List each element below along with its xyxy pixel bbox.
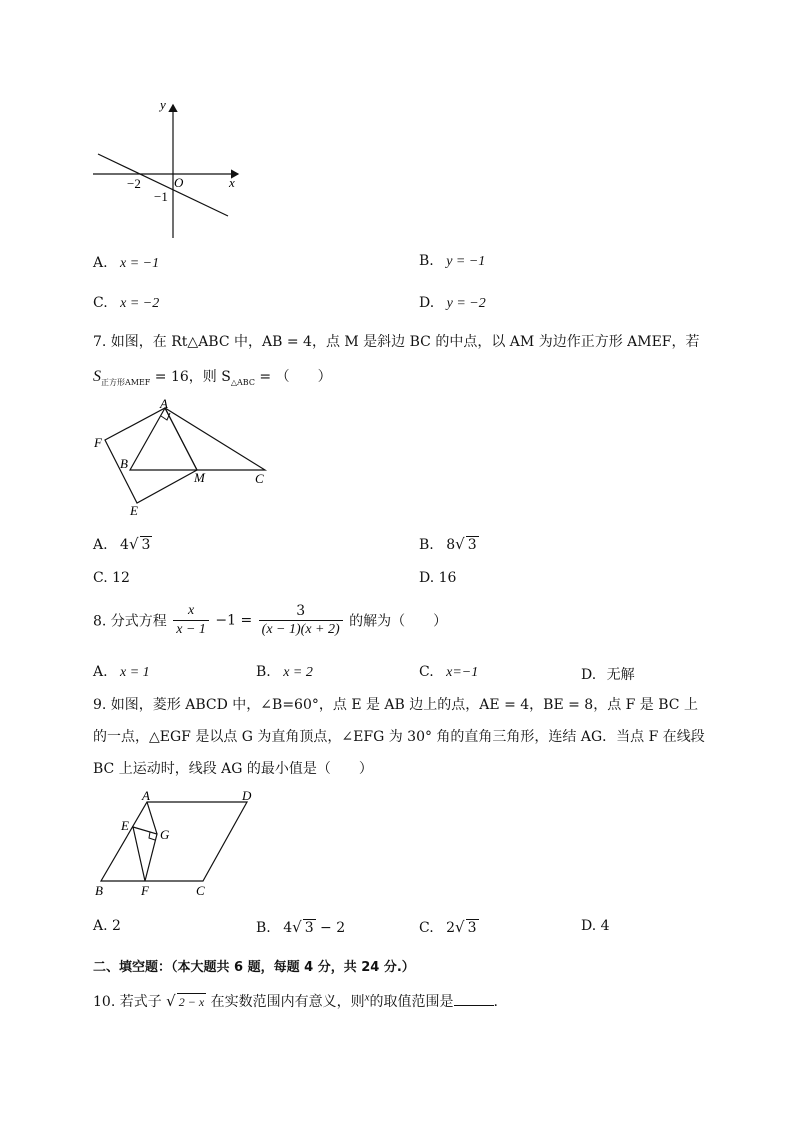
label-a: A <box>142 788 150 803</box>
option-letter: B. <box>419 537 434 553</box>
q9-option-c[interactable]: C. 2√ 3 <box>419 918 477 936</box>
option-letter: B. <box>256 664 271 680</box>
area-subscript: 正方形AMEF <box>101 377 151 387</box>
stem-end: . <box>493 994 498 1010</box>
option-letter: B. <box>419 253 434 269</box>
option-coef: 4 <box>120 537 129 553</box>
label-e: E <box>130 503 138 518</box>
fraction-1 <box>173 602 209 639</box>
q7-option-c[interactable] <box>93 570 130 586</box>
stem-prefix: 8. 分式方程 <box>93 613 167 630</box>
option-letter: C. <box>419 920 434 936</box>
q8-option-a[interactable] <box>93 664 150 681</box>
q9-stem-line1: 9. 如图，菱形 ABCD 中，∠B=60°，点 E 是 AB 边上的点，AE = 4，BE = 8，点 F 是 BC 上 <box>93 697 698 713</box>
area-symbol: S <box>93 368 101 385</box>
q6-figure <box>88 95 248 245</box>
option-post: − 2 <box>315 920 346 936</box>
stem-text-end: = （ ） <box>254 369 332 385</box>
q7-option-a[interactable]: A. 4√ 3 <box>93 535 151 553</box>
q8-option-c[interactable] <box>419 664 478 681</box>
label-f: F <box>94 435 102 450</box>
q6-option-a[interactable] <box>93 255 159 272</box>
option-text: 4 <box>600 918 610 934</box>
graph-line <box>98 154 228 216</box>
option-letter: D. <box>419 570 435 586</box>
label-c: C <box>196 883 205 898</box>
q8-option-d[interactable] <box>581 664 635 684</box>
option-text: x = −1 <box>120 256 160 271</box>
q6-option-c[interactable] <box>93 295 159 312</box>
label-f: F <box>141 883 149 898</box>
label-d: D <box>242 788 252 803</box>
option-letter: D. <box>419 295 435 311</box>
q9-stem-line2: 的一点，△EGF 是以点 G 为直角顶点，∠EFG 为 30° 角的直角三角形，连结 AG．当点 F 在线段 <box>93 729 705 745</box>
x-intercept-label: −2 <box>127 176 141 191</box>
option-letter: C. <box>419 664 434 680</box>
option-text: 无解 <box>606 667 635 683</box>
fraction-2-denominator: (x − 1)(x + 2) <box>261 622 340 637</box>
option-text: 16 <box>438 570 457 586</box>
stem-prefix: 10. 若式子 <box>93 994 162 1010</box>
option-text: y = −2 <box>446 296 486 311</box>
triangle-abc <box>130 408 265 470</box>
option-text: x=−1 <box>446 665 479 680</box>
y-intercept-label: −1 <box>154 189 168 204</box>
q7-figure <box>90 398 280 520</box>
stem-suffix: 的解为（ ） <box>349 613 448 630</box>
option-letter: B. <box>256 920 271 936</box>
option-radicand: 3 <box>467 537 477 553</box>
q9-option-d[interactable] <box>581 918 610 934</box>
option-text: x = 2 <box>283 665 313 680</box>
q8-stem <box>93 602 447 639</box>
fraction-1-denominator: x − 1 <box>176 622 206 637</box>
radicand: 2 − x <box>178 995 205 1009</box>
fraction-2 <box>259 602 343 639</box>
q7-stem-line1: 7. 如图，在 Rt△ABC 中，AB = 4，点 M 是斜边 BC 的中点，以 AM 为边作正方形 AMEF，若 <box>93 334 700 350</box>
label-a: A <box>160 398 168 411</box>
q6-option-d[interactable] <box>419 295 486 312</box>
label-m: M <box>194 470 205 485</box>
label-b: B <box>95 883 103 898</box>
option-letter: A. <box>93 537 108 553</box>
option-letter: C. <box>93 295 108 311</box>
q9-option-a[interactable] <box>93 918 121 934</box>
q9-figure <box>90 784 270 899</box>
q7-stem-line2 <box>93 366 332 388</box>
option-letter: C. <box>93 570 108 586</box>
y-label: y <box>160 97 166 112</box>
rhombus-abcd <box>101 802 247 881</box>
option-coef: 2 <box>446 920 456 936</box>
option-letter: A. <box>93 664 108 680</box>
variable: x <box>364 991 370 1004</box>
option-text: x = 1 <box>120 665 150 680</box>
q6-option-b[interactable] <box>419 253 485 270</box>
option-text: y = −1 <box>446 254 486 269</box>
x-label: x <box>229 175 235 190</box>
option-coef: 8 <box>446 537 456 553</box>
option-letter: A. <box>93 918 108 934</box>
option-letter: D. <box>581 667 597 683</box>
triangle-egf <box>133 827 157 881</box>
q9-option-b[interactable]: B. 4√ 3 − 2 <box>256 918 346 936</box>
option-letter: D. <box>581 918 597 934</box>
option-radicand: 3 <box>304 920 314 936</box>
option-text: 2 <box>112 918 121 934</box>
segment-ag <box>147 802 157 834</box>
origin-label: O <box>174 175 184 190</box>
q9-stem-line3: BC 上运动时，线段 AG 的最小值是（ ） <box>93 761 373 777</box>
option-text: x = −2 <box>120 296 160 311</box>
fraction-2-numerator: 3 <box>259 602 343 621</box>
answer-blank[interactable] <box>454 1005 494 1006</box>
stem-text: = 16，则 S <box>150 369 231 385</box>
section-2-title: 二、填空题：（本大题共 6 题，每题 4 分，共 24 分.） <box>93 960 415 975</box>
label-e: E <box>121 818 129 833</box>
label-c: C <box>255 471 264 486</box>
option-coef: 4 <box>283 920 293 936</box>
option-letter: A. <box>93 255 108 271</box>
q10-stem: 10. 若式子 √ 2 − x 在实数范围内有意义，则$^x$的取值范围是 . <box>93 991 498 1010</box>
option-text: 12 <box>112 570 130 586</box>
option-radicand: 3 <box>467 920 477 936</box>
square-amef <box>105 408 197 503</box>
stem-suffix: 的取值范围是 <box>369 994 454 1010</box>
label-g: G <box>160 827 170 842</box>
option-radicand: 3 <box>141 537 151 553</box>
q7-option-b[interactable]: B. 8√ 3 <box>419 535 477 553</box>
area-subscript-2: △ABC <box>230 377 255 387</box>
q8-option-b[interactable] <box>256 664 313 681</box>
fraction-1-numerator: x <box>173 602 209 621</box>
q7-option-d[interactable] <box>419 570 456 586</box>
label-b: B <box>120 456 128 471</box>
stem-mid: 在实数范围内有意义，则 <box>210 994 365 1010</box>
stem-mid: −1 = <box>215 612 253 629</box>
